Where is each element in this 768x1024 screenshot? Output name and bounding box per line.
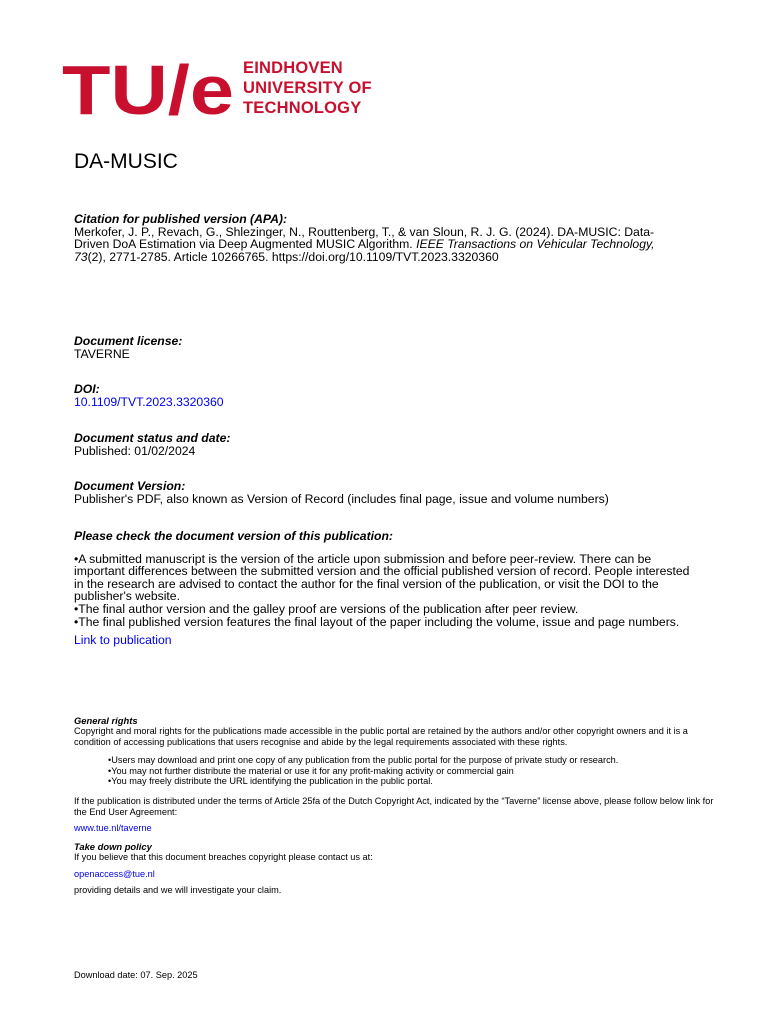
check-bullets [74,553,694,629]
takedown-text: If you believe that this document breaches copyright please contact us at: [74,852,373,863]
university-name-line3: TECHNOLOGY [243,99,362,117]
status-heading: Document status and date: [74,431,231,445]
rights-item: • You may not further distribute the material or use it for any profit-making activity or commercial gain [108,766,724,776]
university-name-line1: EINDHOVEN [243,59,343,77]
doi-heading: DOI: [74,382,100,396]
citation-title: Driven DoA Estimation via Deep Augmented MUSIC Algorithm. [74,237,413,252]
takedown-email-link[interactable]: openaccess@tue.nl [74,868,155,879]
version-heading: Document Version: [74,479,186,493]
tue-logo-mark [62,56,242,122]
rights-item: • Users may download and print one copy of any publication from the public portal for the purpose of private study or research. [108,755,724,765]
doi-link[interactable]: 10.1109/TVT.2023.3320360 [74,394,224,409]
university-name-line2: UNIVERSITY OF [243,79,372,97]
check-bullet: • A submitted manuscript is the version of the article upon submission and before peer-review. There can be important differences between the submitted version and the official published version of record. People interested in the research are advised to contact the author for the final version of the publication, or visit the DOI to the publisher's website. [74,553,694,603]
version-value: Publisher's PDF, also known as Version of Record (includes final page, issue and volume numbers) [74,491,609,506]
citation-section [74,213,694,263]
license-heading: Document license: [74,334,183,348]
status-value: Published: 01/02/2024 [74,443,196,458]
check-heading: Please check the document version of this publication: [74,529,393,543]
citation-heading: Citation for published version (APA): [74,212,288,226]
takedown-heading: Take down policy [74,841,152,852]
rights-text: Copyright and moral rights for the publications made accessible in the public portal are retained by the authors and/or other copyright owners and it is a condition of accessing publications that users recognise and abide by the legal requirements associated with these rights. [74,726,688,747]
taverne-link[interactable]: www.tue.nl/taverne [74,823,152,834]
check-section [74,530,694,647]
rights-item: • You may freely distribute the URL identifying the publication in the public portal. [108,776,724,786]
rights-heading: General rights [74,715,138,726]
check-bullet: • The final published version features the final layout of the paper including the volume, issue and page numbers. [74,616,694,629]
tue-logo-text: TU/e [62,56,234,122]
university-name [243,58,372,118]
license-value: TAVERNE [74,346,130,361]
rights-list [74,755,724,786]
citation-line3 [74,251,694,264]
citation-line1: Merkofer, J. P., Revach, G., Shlezinger, N., Routtenberg, T., & van Sloun, R. J. G. (2024). DA-MUSIC: Data- [74,224,655,239]
citation-journal: IEEE Transactions on Vehicular Technology, [416,237,655,252]
download-date: Download date: 07. Sep. 2025 [74,970,198,980]
publication-link[interactable]: Link to publication [74,633,172,648]
version-section [74,480,694,505]
doi-section [74,383,694,408]
license-section [74,335,694,360]
citation-volume: 73 [74,249,88,264]
check-bullet: • The final author version and the galley proof are versions of the publication after peer review. [74,603,694,616]
rights-section [74,716,724,834]
takedown-section [74,842,724,896]
taverne-text: If the publication is distributed under the terms of Article 25fa of the Dutch Copyright Act, indicated by the “Taverne” license above, please follow below link for the End User Agreement: [74,796,714,817]
citation-details: (2), 2771-2785. Article 10266765. https://doi.org/10.1109/TVT.2023.3320360 [87,249,499,264]
takedown-after: providing details and we will investigate your claim. [74,885,282,896]
status-section [74,432,694,457]
document-title: DA-MUSIC [74,150,178,173]
